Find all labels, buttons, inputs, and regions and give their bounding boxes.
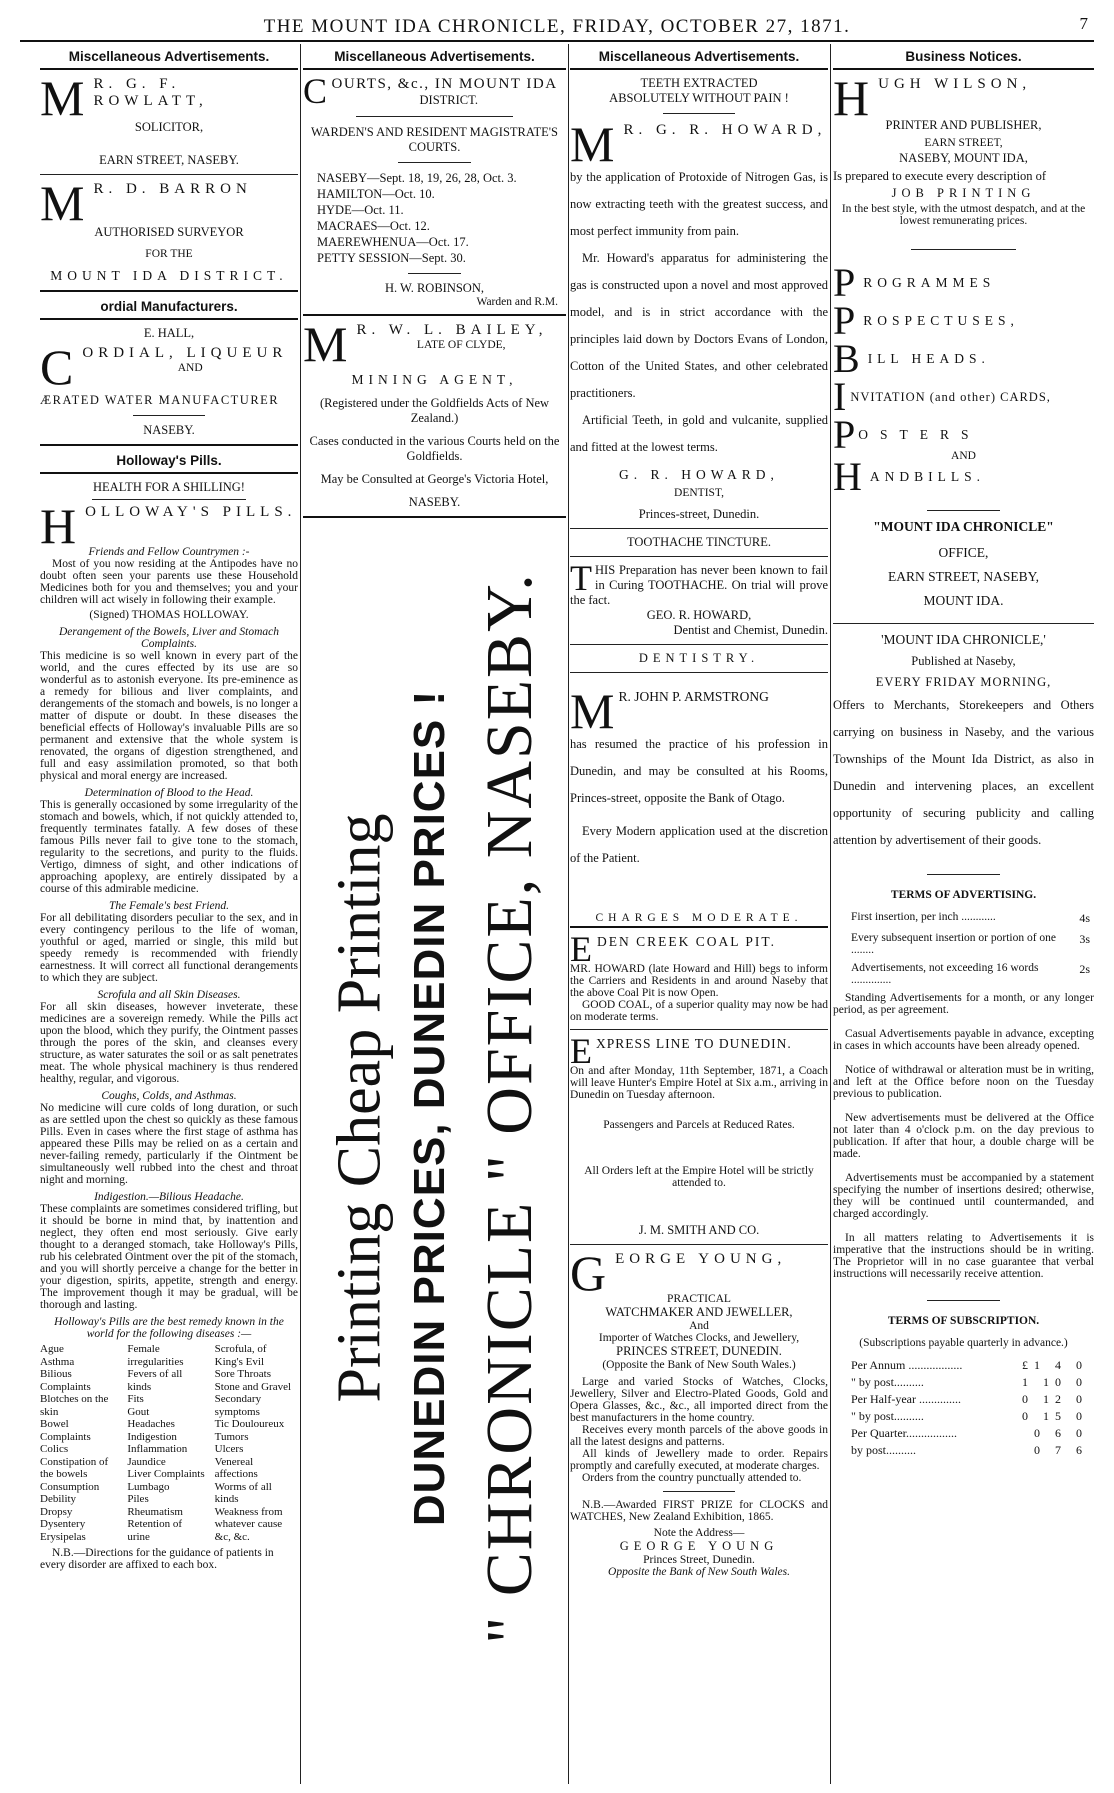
eden-ad (570, 929, 828, 1023)
masthead-rule (20, 40, 1094, 42)
ad-role: PRINTER AND PUBLISHER, (885, 118, 1042, 132)
newspaper-header-title: THE MOUNT IDA CHRONICLE, FRIDAY, OCTOBER 27, 1871. (263, 16, 851, 37)
subsection-text: This is generally occasioned by some irregularity of the stomach and bowels, which, if not quickly attended to, frequently terminates fatally. A few doses of these famous Pills never fail to give tone to the stomach, regularity to the secretions, and purity to the fluids. Vertigo, dimness of sight, and other indications of approaching apoplexy, are entirely dissipated by a course of this admirable medicine. (40, 799, 298, 895)
column-divider (830, 44, 831, 1784)
holloway-title: HOLLOWAY'S PILLS. (40, 498, 297, 554)
printing-vertical-ad (303, 528, 566, 1688)
print-item: PROGRAMMES (833, 260, 996, 305)
sitting-item: PETTY SESSION—Sept. 30. (317, 251, 466, 265)
ad-name: HUGH WILSON, (833, 70, 1032, 126)
ad-place: NASEBY. (408, 495, 461, 509)
ad-line: Opposite the Bank of New South Wales. (608, 1566, 790, 1578)
office-line: MOUNT IDA. (923, 593, 1004, 608)
ailment-item: Blotches on the skin (40, 1393, 109, 1418)
office-line: EARN STREET, NASEBY, (887, 569, 1039, 584)
ailment-item: Secondary symptoms (214, 1393, 262, 1418)
ailments-column (40, 1343, 123, 1543)
ad-name: M R. D. BARRON (40, 175, 252, 231)
terms-table (833, 901, 1094, 986)
subsection-text: For all skin diseases, however inveterate, these medicines are a sovereign remedy. While the Pills act upon the blood, which they purify, the Ointment passes through the pores of the skin, and cleanses every structure, as water saturates the soil or as salt penetrates meat. The whole physical machinery is thus rendered healthy, regular, and vigorous. (40, 1001, 298, 1085)
sitting-item: HYDE—Oct. 11. (317, 203, 404, 217)
ad-text: Large and varied Stocks of Watches, Clocks, Jewellery, Silver and Electro-Plated Goods, Gold and Opera Glasses, &c., &c., all imported direct from the best manufacturers in the home country. (570, 1376, 828, 1424)
drop-cap: H (40, 498, 82, 554)
barron-ad (40, 175, 298, 284)
column-divider (568, 44, 569, 1784)
ad-text: All kinds of Jewellery made to order. Repairs promptly and carefully executed, at moderate charges. (570, 1448, 828, 1472)
print-and: AND (951, 450, 976, 462)
ad-address: Princes-street, Dunedin. (638, 507, 760, 521)
ad-address: EARN STREET, NASEBY. (99, 153, 239, 167)
ad-job: JOB PRINTING (891, 186, 1036, 200)
column-1 (40, 48, 298, 1780)
subscription-amount: 1 10 0 (1022, 1375, 1088, 1389)
section-header: Miscellaneous Advertisements. (303, 48, 566, 70)
ad-line: (Opposite the Bank of New South Wales.) (602, 1359, 796, 1371)
ad-place: NASEBY. (143, 423, 195, 437)
terms-text: In all matters relating to Advertisements it is imperative that the instructions should be in writing. The Proprietor will in no case guarantee that verbal instructions will necessarily receive attention. (833, 1232, 1094, 1280)
express-ad (570, 1031, 828, 1238)
ad-signature: Dentist and Chemist, Dunedin. (673, 623, 828, 637)
subscription-amount: 0 6 0 (1034, 1426, 1088, 1440)
ad-text: has resumed the practice of his profession in Dunedin, and may be consulted at his Rooms, Princes-street, opposite the Bank of Otago. (570, 737, 828, 805)
ailment-item: Inflammation (127, 1443, 188, 1455)
ailment-item: Female irregularities (127, 1343, 184, 1368)
ad-role: MINING AGENT, (351, 372, 518, 387)
chronicle-ad (833, 632, 1094, 854)
ailments-column (215, 1343, 298, 1543)
drop-cap: C (303, 71, 329, 111)
drop-cap: M (40, 175, 90, 231)
ailment-item: Debility (40, 1493, 77, 1505)
ad-text: MR. HOWARD (late Howard and Hill) begs to inform the Carriers and Residents in and around Naseby that the above Coal Pit is now Open. (570, 963, 828, 999)
subscription-table (833, 1349, 1094, 1459)
signer-title: Warden and R.M. (476, 296, 558, 308)
subscription-terms (833, 1315, 1094, 1459)
ailment-item: Gout (127, 1405, 150, 1418)
ad-name: M R. G. R. HOWARD, (570, 116, 827, 172)
ailment-item: Venereal affections (214, 1455, 258, 1480)
ailment-item: Jaundice (127, 1455, 166, 1468)
ad-line: NASEBY, MOUNT IDA, (899, 151, 1028, 165)
printing-list (833, 260, 1094, 499)
ad-line: And (689, 1320, 709, 1332)
ailment-item: Retention of urine (127, 1518, 183, 1543)
subscription-row (851, 1425, 1088, 1442)
vertical-line: DUNEDIN PRICES, DUNEDIN PRICES ! (404, 689, 454, 1527)
terms-label: First insertion, per inch ............ (851, 911, 996, 923)
ailment-item: Lumbago (127, 1480, 170, 1493)
sittings-list (303, 170, 566, 266)
subsection-text: For all debilitating disorders peculiar to the sex, and in every contingency perilous to the life of woman, youthful or aged, married or single, this mild but speedy remedy is recommended with friendly earnestness. It will correct all functional derangements to which they are subject. (40, 912, 298, 984)
ad-text: Cases conducted in the various Courts held on the Goldfields. (309, 434, 560, 463)
terms-text: Casual Advertisements payable in advance, excepting in cases in which accounts have been already opened. (833, 1028, 1094, 1052)
section-header: Holloway's Pills. (40, 452, 298, 474)
best-remedy: Holloway's Pills are the best remedy known in the world for the following diseases :— (54, 1316, 284, 1340)
subscription-label: " by post.......... (851, 1375, 924, 1389)
subsection-text: This medicine is so well known in every part of the world, and the cures effected by its use are so wonderful as to astonish everyone. Its pre-eminence as a remedy for bilious and liver complaints, and derangements of the stomach and bowels, is no longer a matter of dispute or doubt. In these diseases the beneficial effects of Holloway's invaluable Pills are so permanent and extensive that the whole system is renovated, the organs of digestion strengthened, and full and easy assimilation promoted, so that both physical and moral energy are increased. (40, 650, 298, 782)
hall-ad (40, 326, 298, 438)
subscription-label: " by post.......... (851, 1409, 924, 1423)
ailment-item: Rheumatism (127, 1505, 183, 1518)
office-address (833, 519, 1094, 609)
section-header: Business Notices. (833, 48, 1094, 70)
ad-title: EDEN CREEK COAL PIT. (570, 929, 776, 969)
sitting-item: HAMILTON—Oct. 10. (317, 187, 435, 201)
signature: (Signed) THOMAS HOLLOWAY. (89, 609, 249, 621)
ad-subtitle: ABSOLUTELY WITHOUT PAIN ! (609, 91, 789, 105)
tagline: HEALTH FOR A SHILLING! (93, 480, 245, 494)
howard-ad (570, 76, 828, 522)
column-3 (570, 48, 828, 1780)
drop-cap: M (570, 116, 620, 172)
ad-name: E. HALL, (143, 326, 195, 340)
ailment-item: Liver Complaints (127, 1468, 205, 1480)
ad-line: Importer of Watches Clocks, and Jewellery, (598, 1332, 800, 1344)
terms-price: 2s (1079, 962, 1090, 976)
ailment-item: Weakness from whatever cause (214, 1505, 283, 1530)
armstrong-ad (570, 683, 828, 924)
terms-title: TERMS OF SUBSCRIPTION. (887, 1315, 1040, 1327)
terms-label: Advertisements, not exceeding 16 words .............. (851, 962, 1039, 986)
drop-cap: M (570, 683, 615, 739)
ailment-item: Fits (127, 1393, 144, 1405)
ailment-item: Erysipelas (40, 1530, 86, 1543)
ad-line: EARN STREET, (924, 137, 1003, 149)
ailment-item: &c, &c. (214, 1530, 250, 1543)
advertising-terms (833, 889, 1094, 1280)
vertical-line: Printing Cheap Printing (325, 813, 393, 1403)
section-header: Miscellaneous Advertisements. (570, 48, 828, 70)
ad-text: All Orders left at the Empire Hotel will be strictly attended to. (584, 1165, 814, 1189)
ailment-item: Piles (127, 1493, 149, 1505)
subsection-title: Determination of Blood to the Head. (84, 787, 254, 799)
ad-text: On and after Monday, 11th September, 1871, a Coach will leave Hunter's Empire Hotel at Six a.m., arriving in Dunedin on Tuesday afternoon. (570, 1065, 828, 1101)
ailment-item: Dropsy (40, 1505, 73, 1518)
ailment-item: Fevers of all kinds (127, 1368, 183, 1393)
terms-text: Notice of withdrawal or alteration must be in writing, and left at the Office before noon on the Tuesday previous to publication. (833, 1064, 1094, 1100)
subsection-text: No medicine will cure colds of long duration, or such as are settled upon the chest so quickly as these famous Pills. Even in cases where the first stage of asthma has appeared these Pills may be relied on as a certain and never-failing remedy, particularly if the Ointment be simultaneously well rubbed into the chest and throat night and morning. (40, 1102, 298, 1186)
ad-signature: J. M. SMITH AND CO. (638, 1223, 760, 1237)
ailment-item: Dysentery (40, 1518, 86, 1530)
ad-title: 'MOUNT IDA CHRONICLE,' (881, 632, 1046, 647)
subsection-text: These complaints are sometimes considered trifling, but it should be borne in mind that, by inattention and neglect, they often end most seriously. Give early thought to a deranged stomach, take Holloway's Pills, rub his celebrated Ointment over the pit of the stomach, and you will shortly perceive a change for the better in your digestion, spirits, appetite, strength and energy. The improvement though it may be gradual, will be thorough and lasting. (40, 1203, 298, 1311)
ailment-item: Sore Throats (214, 1368, 271, 1380)
ailment-item: Constipation of the bowels (40, 1455, 109, 1480)
column-2 (303, 48, 566, 1780)
drop-cap: T (570, 558, 592, 598)
drop-cap: E (570, 929, 594, 969)
ailments-list (40, 1343, 298, 1543)
subscription-label: Per Quarter................. (851, 1426, 957, 1440)
column-divider (300, 44, 301, 1784)
tincture-ad (570, 558, 828, 638)
office-line: "MOUNT IDA CHRONICLE" (873, 519, 1054, 534)
subscription-amount: £1 4 0 (1022, 1358, 1088, 1372)
sitting-item: MACRAES—Oct. 12. (317, 219, 430, 233)
ad-title: EXPRESS LINE TO DUNEDIN. (570, 1031, 792, 1071)
masthead (20, 10, 1094, 40)
ad-line: PRACTICAL (667, 1293, 731, 1305)
drop-cap: H (833, 70, 875, 126)
sitting-item: MAEREWHENUA—Oct. 17. (317, 235, 469, 249)
ad-text: Artificial Teeth, in gold and vulcanite, supplied and fitted at the lowest terms. (570, 413, 828, 454)
terms-note: (Subscriptions payable quarterly in advance.) (859, 1337, 1068, 1349)
terms-row (851, 911, 1090, 926)
ad-text: by the application of Protoxide of Nitrogen Gas, is now extracting teeth with the greatest success, and most perfect immunity from pain. (570, 170, 828, 238)
subscription-row (851, 1442, 1088, 1459)
ad-charges: CHARGES MODERATE. (595, 912, 803, 924)
ad-line: CORDIAL, LIQUEUR (40, 339, 288, 395)
ad-role: DENTIST, (674, 487, 724, 499)
ailment-item: Headaches (127, 1418, 175, 1430)
print-item: INVITATION (and other) CARDS, (833, 374, 1051, 419)
ad-text: Mr. Howard's apparatus for administering the gas is constructed upon a novel and most approved model, and is in strict accordance with the principles laid down by Doctors Evans of London, Cotton of the United States, and other celebrated practitioners. (570, 251, 828, 400)
ad-line: EVERY FRIDAY MORNING, (875, 675, 1052, 689)
terms-label: Every subsequent insertion or portion of one ........ (851, 932, 1057, 956)
dentistry-title: DENTISTRY. (638, 651, 760, 665)
subsection-title: Scrofula and all Skin Diseases. (97, 989, 241, 1001)
ad-line: Princes Street, Dunedin. (643, 1554, 755, 1566)
ailments-column (127, 1343, 210, 1543)
subscription-row (851, 1357, 1088, 1374)
ad-name: M R. G. F. ROWLATT, (40, 70, 208, 126)
drop-cap: I (833, 374, 848, 419)
terms-row (851, 932, 1090, 956)
tincture-title: TOOTHACHE TINCTURE. (627, 535, 771, 549)
ailment-item: Consumption (40, 1480, 100, 1493)
subscription-label: by post.......... (851, 1443, 917, 1457)
intro-text: Most of you now residing at the Antipodes have no doubt often seen your parents use these Household Medicines both for you and themselves; you and your children will act wisely in following their example. (40, 558, 298, 606)
ailment-item: Asthma (40, 1355, 75, 1368)
courts-ad (303, 71, 566, 308)
ad-line: Note the Address— (653, 1527, 745, 1539)
ailment-item: Ague (40, 1343, 64, 1355)
ad-text: THIS Preparation has never been known to fail in Curing TOOTHACHE. On trial will prove the fact. (570, 558, 828, 607)
drop-cap: B (833, 336, 865, 381)
young-ad (570, 1245, 828, 1578)
wilson-ad (833, 70, 1094, 227)
subscription-amount: 0 12 0 (1022, 1392, 1088, 1406)
ad-line: Published at Naseby, (911, 654, 1016, 668)
ad-role: SOLICITOR, (134, 120, 204, 134)
ad-title: TEETH EXTRACTED (640, 76, 758, 90)
subscription-row (851, 1391, 1088, 1408)
drop-cap: P (833, 298, 861, 343)
nb-note: N.B.—Directions for the guidance of patients in every disorder are affixed to each box. (40, 1547, 274, 1571)
ad-title: COURTS, &c., IN MOUNT IDA (303, 71, 558, 111)
ad-signature: G. R. HOWARD, (619, 467, 779, 482)
section-header: Miscellaneous Advertisements. (40, 48, 298, 70)
section-header: ordial Manufacturers. (40, 298, 298, 320)
ad-text: Orders from the country punctually attended to. (582, 1472, 802, 1484)
drop-cap: C (40, 339, 79, 395)
terms-title: TERMS OF ADVERTISING. (890, 889, 1037, 901)
ailment-item: Bowel Complaints (40, 1418, 91, 1443)
ad-text: (Registered under the Goldfields Acts of New Zealand.) (319, 396, 550, 425)
subsection-title: The Female's best Friend. (109, 900, 229, 912)
column-4 (833, 48, 1094, 1780)
ad-line: WATCHMAKER AND JEWELLER, (605, 1305, 793, 1319)
subscription-row (851, 1374, 1088, 1391)
terms-text: Advertisements must be accompanied by a statement specifying the number of insertions desired; otherwise, they will be continued until countermanded, and charged accordingly. (833, 1172, 1094, 1220)
ailment-item: Worms of all kinds (214, 1480, 272, 1505)
rowlatt-ad (40, 70, 298, 168)
subscription-label: Per Annum .................. (851, 1358, 963, 1372)
print-item: BILL HEADS. (833, 336, 990, 381)
ad-role: AUTHORISED SURVEYOR (94, 225, 244, 239)
wardens-title: WARDEN'S AND RESIDENT MAGISTRATE'S COURTS. (311, 125, 558, 154)
ad-name: M R. JOHN P. ARMSTRONG (570, 683, 769, 739)
drop-cap: M (40, 70, 90, 126)
ad-text: May be Consulted at George's Victoria Hotel, (320, 472, 549, 486)
ad-signature: GEO. R. HOWARD, (646, 608, 752, 622)
ailment-item: Stone and Gravel (214, 1380, 292, 1393)
drop-cap: P (833, 412, 856, 457)
terms-row (851, 962, 1090, 986)
vertical-line: " CHRONICLE " OFFICE, NASEBY. (472, 572, 546, 1644)
ad-text: In the best style, with the utmost despatch, and at the lowest remunerating prices. (841, 203, 1086, 227)
ad-text: GOOD COAL, of a superior quality may now be had on moderate terms. (570, 999, 828, 1023)
ad-text: N.B.—Awarded FIRST PRIZE for CLOCKS and WATCHES, New Zealand Exhibition, 1865. (570, 1499, 828, 1523)
ad-text: Offers to Merchants, Storekeepers and Others carrying on business in Naseby, and the various Townships of the Mount Ida District, as also in Dunedin and intervening places, an excellent opportunity of securing publicity and calling attention by advertisement of their goods. (833, 698, 1094, 847)
ad-and: AND (177, 362, 203, 374)
ailment-item: Bilious Complaints (40, 1368, 91, 1393)
ad-text: Every Modern application used at the discretion of the Patient. (570, 824, 828, 865)
terms-price: 3s (1079, 932, 1090, 946)
ailment-item: Tumors (214, 1430, 249, 1443)
bailey-ad (303, 316, 566, 510)
terms-price: 4s (1079, 911, 1090, 925)
subscription-amount: 0 15 0 (1022, 1409, 1088, 1423)
subsection-title: Coughs, Colds, and Asthmas. (101, 1090, 237, 1102)
drop-cap: E (570, 1031, 593, 1071)
drop-cap: G (570, 1245, 612, 1301)
ad-name: GEORGE YOUNG, (570, 1245, 787, 1301)
salutation: Friends and Fellow Countrymen :- (88, 546, 250, 558)
ailment-item: Ulcers (214, 1443, 244, 1455)
subscription-row (851, 1408, 1088, 1425)
ad-signature: GEORGE YOUNG (619, 1539, 779, 1553)
ad-line: ÆRATED WATER MANUFACTURER (40, 393, 280, 407)
ad-text: Passengers and Parcels at Reduced Rates. (603, 1119, 795, 1131)
ad-text: Is prepared to execute every description of (833, 169, 1047, 183)
ad-line: PRINCES STREET, DUNEDIN. (616, 1344, 782, 1358)
signer: H. W. ROBINSON, (385, 281, 484, 295)
ad-text: Receives every month parcels of the above goods in all the latest designs and patterns. (570, 1424, 828, 1448)
print-item: POSTERS (833, 412, 981, 457)
drop-cap: H (833, 454, 867, 499)
ad-for: FOR THE (145, 248, 193, 260)
terms-text: Standing Advertisements for a month, or any longer period, as per agreement. (833, 992, 1094, 1016)
office-line: OFFICE, (938, 545, 989, 560)
print-item: PROSPECTUSES, (833, 298, 1019, 343)
terms-text: New advertisements must be delivered at the Office not later than 4 o'clock p.m. on the day previous to publication. If after that hour, a double charge will be made. (833, 1112, 1094, 1160)
ad-late: LATE OF CLYDE, (416, 339, 506, 351)
drop-cap: P (833, 260, 861, 305)
ad-subtitle: DISTRICT. (419, 93, 478, 107)
drop-cap: M (303, 316, 353, 372)
subsection-title: Derangement of the Bowels, Liver and Stomach Complaints. (58, 626, 280, 650)
ailment-item: Scrofula, of King's Evil (214, 1343, 267, 1368)
subscription-amount: 0 7 6 (1034, 1443, 1088, 1457)
ad-district: MOUNT IDA DISTRICT. (50, 268, 288, 283)
subscription-label: Per Half-year .............. (851, 1392, 961, 1406)
page-number: 7 (1079, 14, 1088, 33)
subsection-title: Indigestion.—Bilious Headache. (94, 1191, 244, 1203)
ailment-item: Tic Douloureux (214, 1418, 285, 1430)
ad-name: M R. W. L. BAILEY, (303, 316, 548, 372)
ailment-item: Colics (40, 1443, 69, 1455)
print-item: HANDBILLS. (833, 454, 986, 499)
sitting-item: NASEBY—Sept. 18, 19, 26, 28, Oct. 3. (317, 171, 517, 185)
ailment-item: Indigestion (127, 1430, 177, 1443)
